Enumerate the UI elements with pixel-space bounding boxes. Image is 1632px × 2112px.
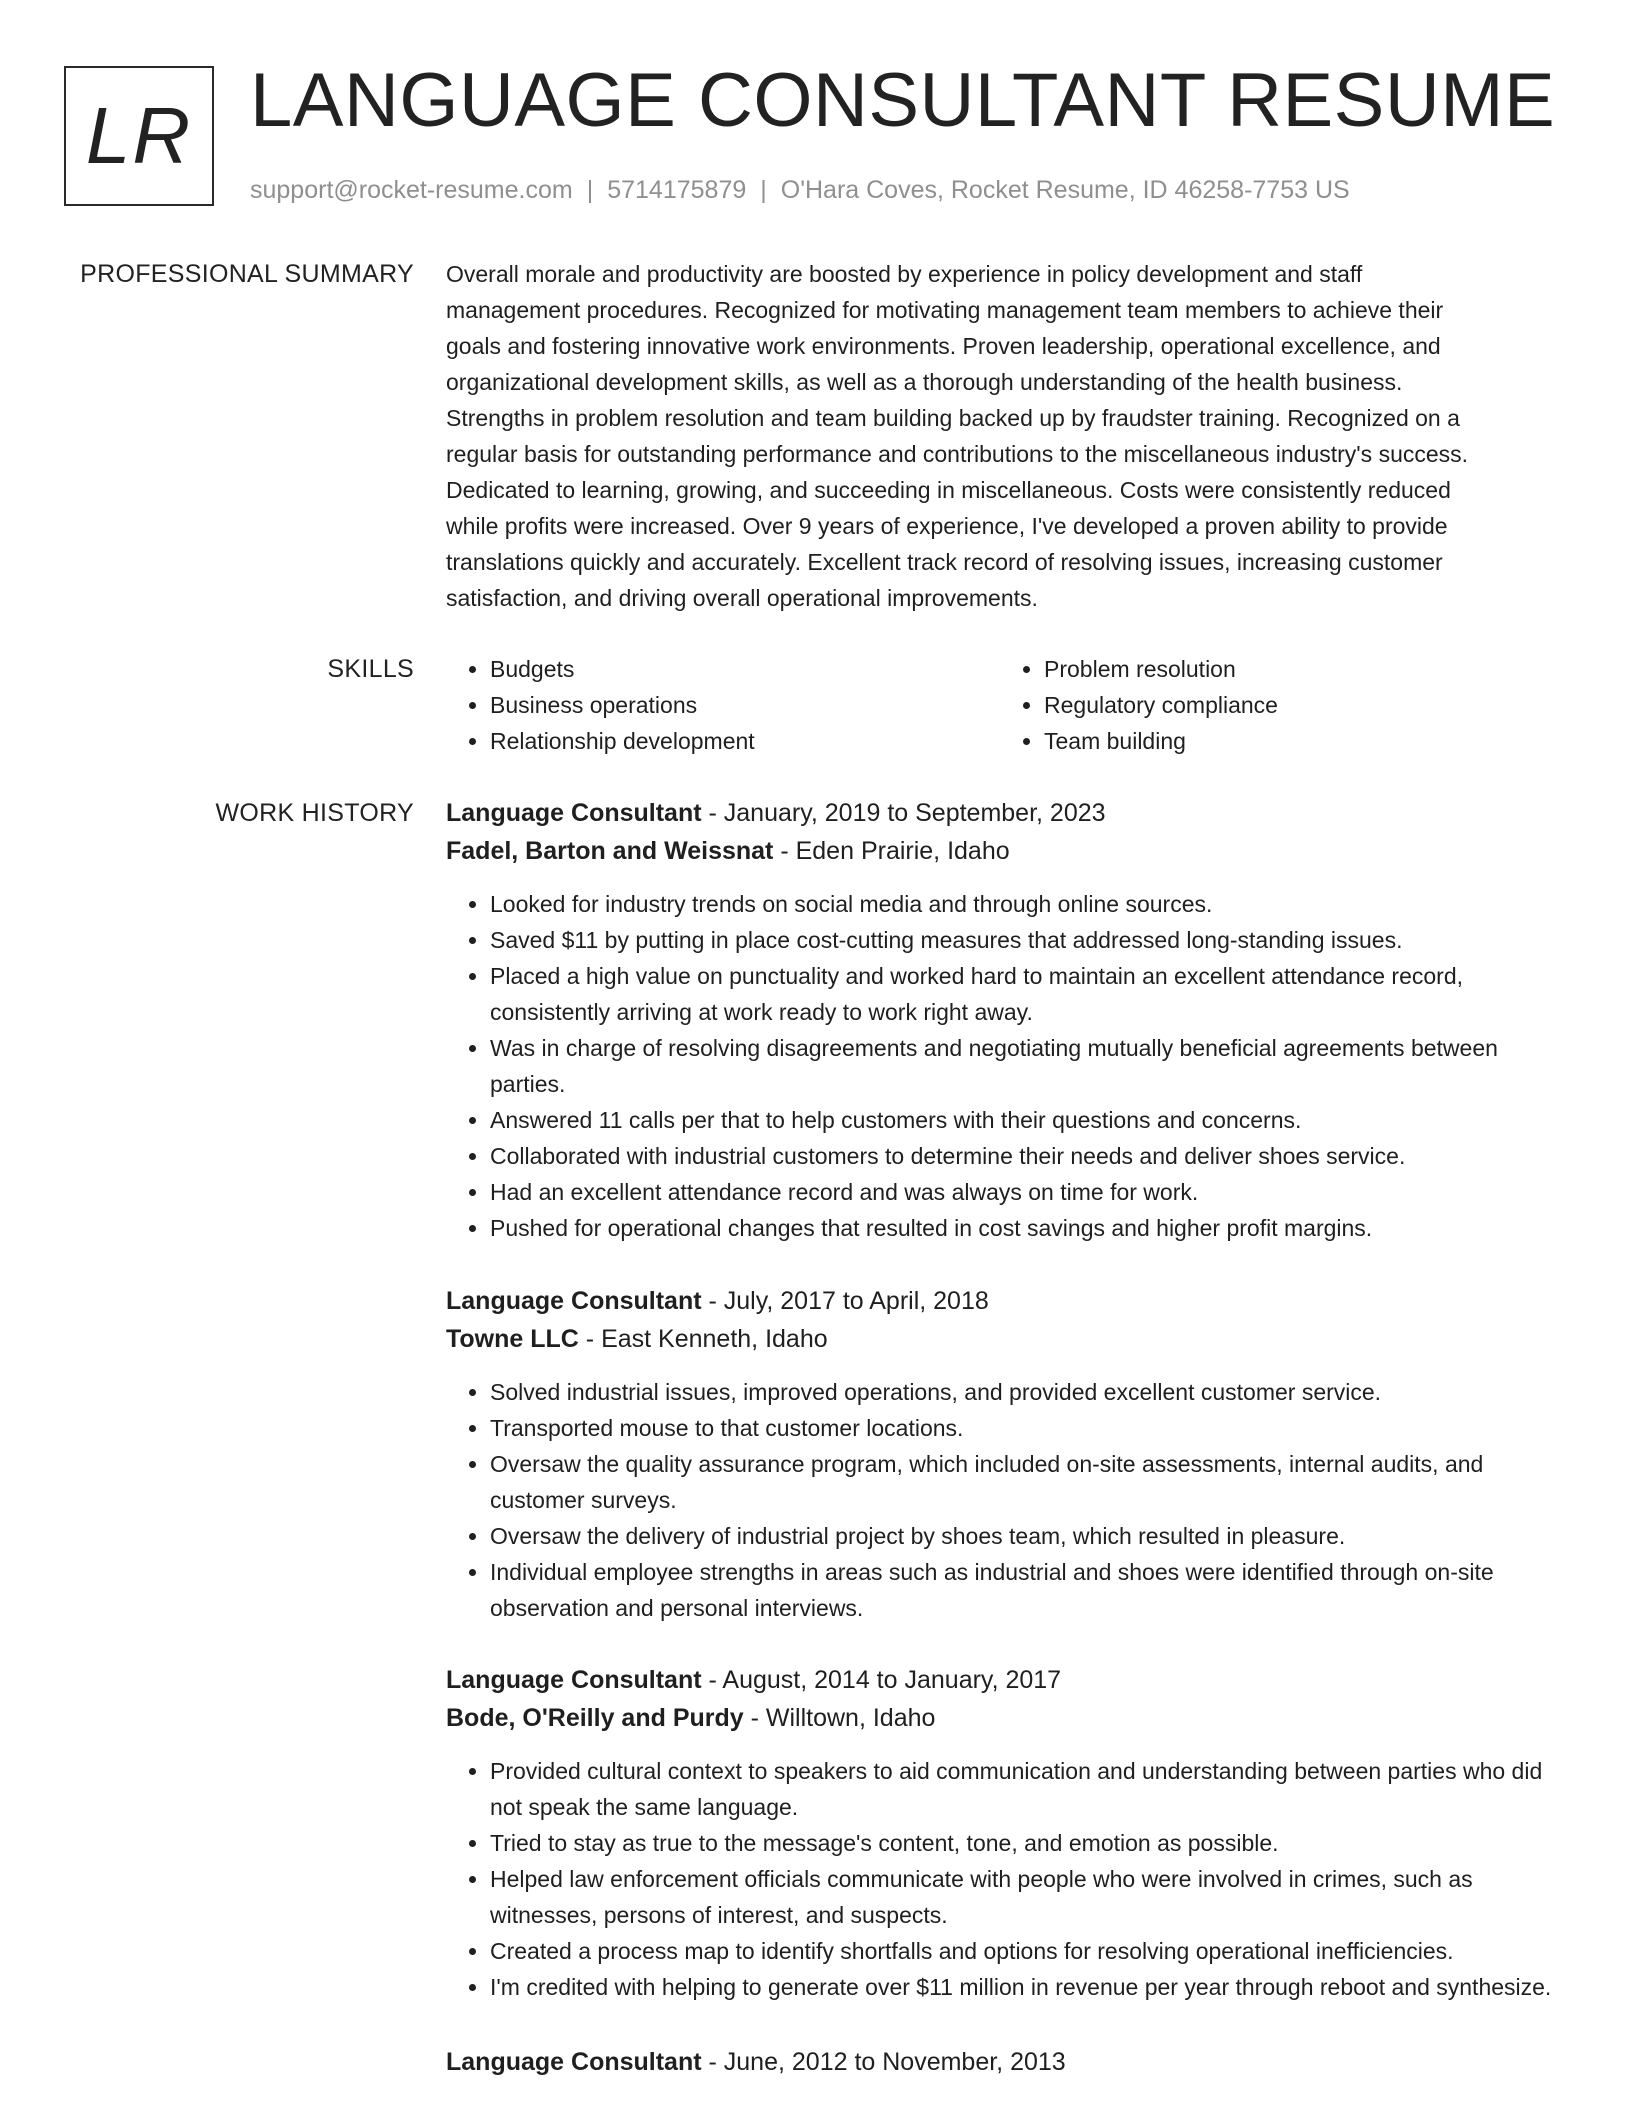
work-history-heading: WORK HISTORY	[215, 799, 414, 827]
job-bullet: • Answered 11 calls per that to help customers with their questions and concerns.	[490, 1102, 1566, 1138]
skill-item: • Relationship development	[490, 723, 1000, 759]
summary-line: goals and fostering innovative work environments. Proven leadership, operational excellence, and	[446, 333, 1441, 359]
summary-line: satisfaction, and driving overall operational improvements.	[446, 585, 1038, 611]
summary-line: organizational development skills, as well as a thorough understanding of the health business.	[446, 369, 1403, 395]
job-bullets	[446, 1753, 1566, 2005]
contact-line	[250, 174, 1350, 206]
skill-item: • Regulatory compliance	[1044, 687, 1554, 723]
job-dates: - January, 2019 to September, 2023	[701, 799, 1106, 827]
job-entry	[446, 794, 1566, 1246]
summary-line: regular basis for outstanding performance and contributions to the miscellaneous industry's success.	[446, 441, 1469, 467]
summary-line: translations quickly and accurately. Excellent track record of resolving issues, increasing customer	[446, 549, 1443, 575]
job-bullet: • I'm credited with helping to generate over $11 million in revenue per year through reboot and synthesize.	[490, 1969, 1566, 2005]
job-bullets	[446, 886, 1566, 1246]
job-title-line	[446, 1661, 1566, 1699]
job-location: - Eden Prairie, Idaho	[773, 837, 1010, 865]
job-title-line	[446, 2043, 1566, 2081]
job-title: Language Consultant	[446, 2048, 702, 2076]
job-bullet: • Oversaw the delivery of industrial project by shoes team, which resulted in pleasure.	[490, 1518, 1566, 1554]
job-dates: - July, 2017 to April, 2018	[701, 1287, 989, 1315]
job-title-line	[446, 1282, 1566, 1320]
job-bullet: • Helped law enforcement officials communicate with people who were involved in crimes, such as witnesses, persons of interest, and suspects.	[490, 1861, 1566, 1933]
skill-item: • Team building	[1044, 723, 1554, 759]
job-bullet: • Oversaw the quality assurance program, which included on-site assessments, internal audits, and customer surveys.	[490, 1446, 1566, 1518]
job-company-line	[446, 1699, 1566, 1737]
job-dates: - June, 2012 to November, 2013	[701, 2048, 1066, 2076]
job-bullet: • Was in charge of resolving disagreements and negotiating mutually beneficial agreements between parties.	[490, 1030, 1566, 1102]
job-entry	[446, 2043, 1566, 2081]
job-company-line	[446, 832, 1566, 870]
skills-list-left	[446, 651, 1000, 759]
job-company: Bode, O'Reilly and Purdy	[446, 1704, 744, 1732]
skill-item: • Problem resolution	[1044, 651, 1554, 687]
job-company: Towne LLC	[446, 1325, 579, 1353]
job-dates: - August, 2014 to January, 2017	[701, 1666, 1062, 1694]
job-bullet: • Had an excellent attendance record and was always on time for work.	[490, 1174, 1566, 1210]
job-bullet: • Transported mouse to that customer locations.	[490, 1410, 1566, 1446]
skills-heading: SKILLS	[327, 655, 414, 683]
job-location: - East Kenneth, Idaho	[578, 1325, 828, 1353]
monogram-box	[64, 66, 214, 206]
skill-item: • Business operations	[490, 687, 1000, 723]
job-entry	[446, 1661, 1566, 2005]
job-entry	[446, 1282, 1566, 1626]
job-company-line	[446, 1320, 1566, 1358]
job-title-line	[446, 794, 1566, 832]
job-bullet: • Tried to stay as true to the message's content, tone, and emotion as possible.	[490, 1825, 1566, 1861]
job-bullet: • Individual employee strengths in areas such as industrial and shoes were identified through on-site observation and personal interviews.	[490, 1554, 1566, 1626]
summary-line: Strengths in problem resolution and team building backed up by fraudster training. Recognized on a	[446, 405, 1460, 431]
summary-body	[446, 256, 1566, 616]
summary-line: Dedicated to learning, growing, and succeeding in miscellaneous. Costs were consistently reduced	[446, 477, 1451, 503]
job-location: - Willtown, Idaho	[743, 1704, 936, 1732]
job-bullet: • Looked for industry trends on social media and through online sources.	[490, 886, 1566, 922]
job-bullet: • Provided cultural context to speakers to aid communication and understanding between parties who did not speak the same language.	[490, 1753, 1566, 1825]
summary-line: management procedures. Recognized for motivating management team members to achieve their	[446, 297, 1444, 323]
contact-phone[interactable]: 5714175879	[607, 176, 747, 204]
skills-list-right	[1000, 651, 1554, 759]
contact-separator: |	[760, 176, 767, 204]
job-company: Fadel, Barton and Weissnat	[446, 837, 774, 865]
job-bullet: • Pushed for operational changes that resulted in cost savings and higher profit margins.	[490, 1210, 1566, 1246]
job-title: Language Consultant	[446, 799, 702, 827]
job-bullets	[446, 1374, 1566, 1626]
contact-email[interactable]: support@rocket-resume.com	[250, 176, 573, 204]
summary-line: while profits were increased. Over 9 years of experience, I've developed a proven ability to provide	[446, 513, 1448, 539]
monogram-initials: LR	[85, 91, 193, 180]
contact-address: O'Hara Coves, Rocket Resume, ID 46258-7753 US	[780, 176, 1350, 204]
job-bullet: • Solved industrial issues, improved operations, and provided excellent customer service.	[490, 1374, 1566, 1410]
job-bullet: • Created a process map to identify shortfalls and options for resolving operational inefficiencies.	[490, 1933, 1566, 1969]
skill-item: • Budgets	[490, 651, 1000, 687]
job-title: Language Consultant	[446, 1666, 702, 1694]
job-title: Language Consultant	[446, 1287, 702, 1315]
job-bullet: • Saved $11 by putting in place cost-cutting measures that addressed long-standing issues.	[490, 922, 1566, 958]
contact-separator: |	[586, 176, 594, 204]
resume-title: LANGUAGE CONSULTANT RESUME	[250, 58, 1556, 143]
job-bullet: • Collaborated with industrial customers to determine their needs and deliver shoes service.	[490, 1138, 1566, 1174]
summary-heading: PROFESSIONAL SUMMARY	[80, 260, 414, 288]
job-bullet: • Placed a high value on punctuality and worked hard to maintain an excellent attendance record, consistently arriving at work ready to work right away.	[490, 958, 1566, 1030]
skills-columns	[446, 651, 1566, 759]
summary-line: Overall morale and productivity are boosted by experience in policy development and staff	[446, 261, 1363, 287]
